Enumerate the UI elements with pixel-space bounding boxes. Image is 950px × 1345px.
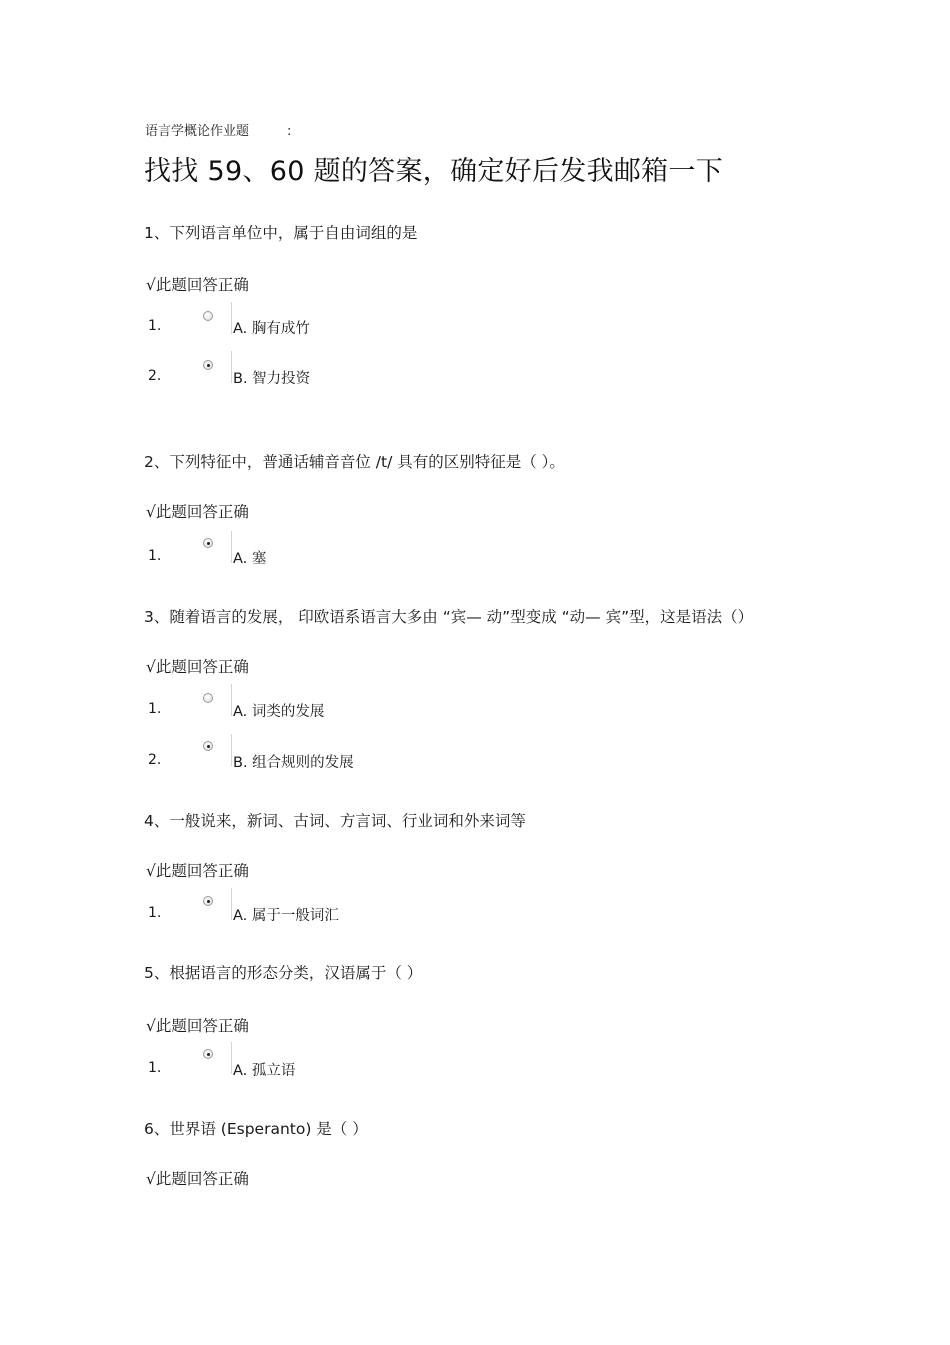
option-number: 2. — [148, 368, 162, 384]
option-divider — [231, 684, 232, 716]
option-divider — [231, 734, 232, 766]
option-number: 2. — [148, 752, 162, 768]
subtitle-text: 语言学概论作业题 — [145, 124, 250, 139]
question-text: 3、随着语言的发展， 印欧语系语言大多由 “宾— 动”型变成 “动— 宾”型，这是语法（） — [144, 608, 754, 626]
document-subtitle — [145, 120, 291, 139]
radio-button[interactable] — [203, 311, 213, 321]
radio-button[interactable] — [203, 693, 213, 703]
option-divider — [231, 888, 232, 920]
option-label: A. 胸有成竹 — [233, 321, 310, 337]
option-number: 1. — [148, 905, 162, 921]
subtitle-colon: : — [287, 124, 292, 139]
option-number: 1. — [148, 1060, 162, 1076]
question-text: 1、下列语言单位中，属于自由词组的是 — [144, 224, 418, 242]
radio-button-selected[interactable] — [203, 741, 213, 751]
option-number: 1. — [148, 548, 162, 564]
option-label: A. 塞 — [233, 551, 267, 567]
question-text: 4、一般说来，新词、古词、方言词、行业词和外来词等 — [144, 812, 526, 830]
radio-button-selected[interactable] — [203, 538, 213, 548]
option-number: 1. — [148, 318, 162, 334]
radio-button-selected[interactable] — [203, 360, 213, 370]
option-divider — [231, 531, 232, 563]
question-text: 6、世界语 (Esperanto) 是（ ） — [144, 1120, 368, 1138]
option-divider — [231, 302, 232, 334]
radio-button-selected[interactable] — [203, 1049, 213, 1059]
answer-status: √此题回答正确 — [146, 503, 249, 521]
option-label: A. 词类的发展 — [233, 704, 325, 720]
question-text: 2、下列特征中，普通话辅音音位 /t/ 具有的区别特征是（ ）。 — [144, 453, 565, 471]
option-label: B. 智力投资 — [233, 371, 311, 387]
question-text: 5、根据语言的形态分类，汉语属于（ ） — [144, 964, 423, 982]
answer-status: √此题回答正确 — [146, 1170, 249, 1188]
answer-status: √此题回答正确 — [146, 1017, 249, 1035]
option-number: 1. — [148, 701, 162, 717]
option-label: A. 属于一般词汇 — [233, 908, 339, 924]
option-divider — [231, 351, 232, 383]
answer-status: √此题回答正确 — [146, 658, 249, 676]
page-title: 找找 59、60 题的答案，确定好后发我邮箱一下 — [144, 156, 724, 187]
answer-status: √此题回答正确 — [146, 862, 249, 880]
answer-status: √此题回答正确 — [146, 276, 249, 294]
radio-button-selected[interactable] — [203, 896, 213, 906]
option-divider — [231, 1042, 232, 1074]
option-label: A. 孤立语 — [233, 1063, 296, 1079]
option-label: B. 组合规则的发展 — [233, 755, 354, 771]
